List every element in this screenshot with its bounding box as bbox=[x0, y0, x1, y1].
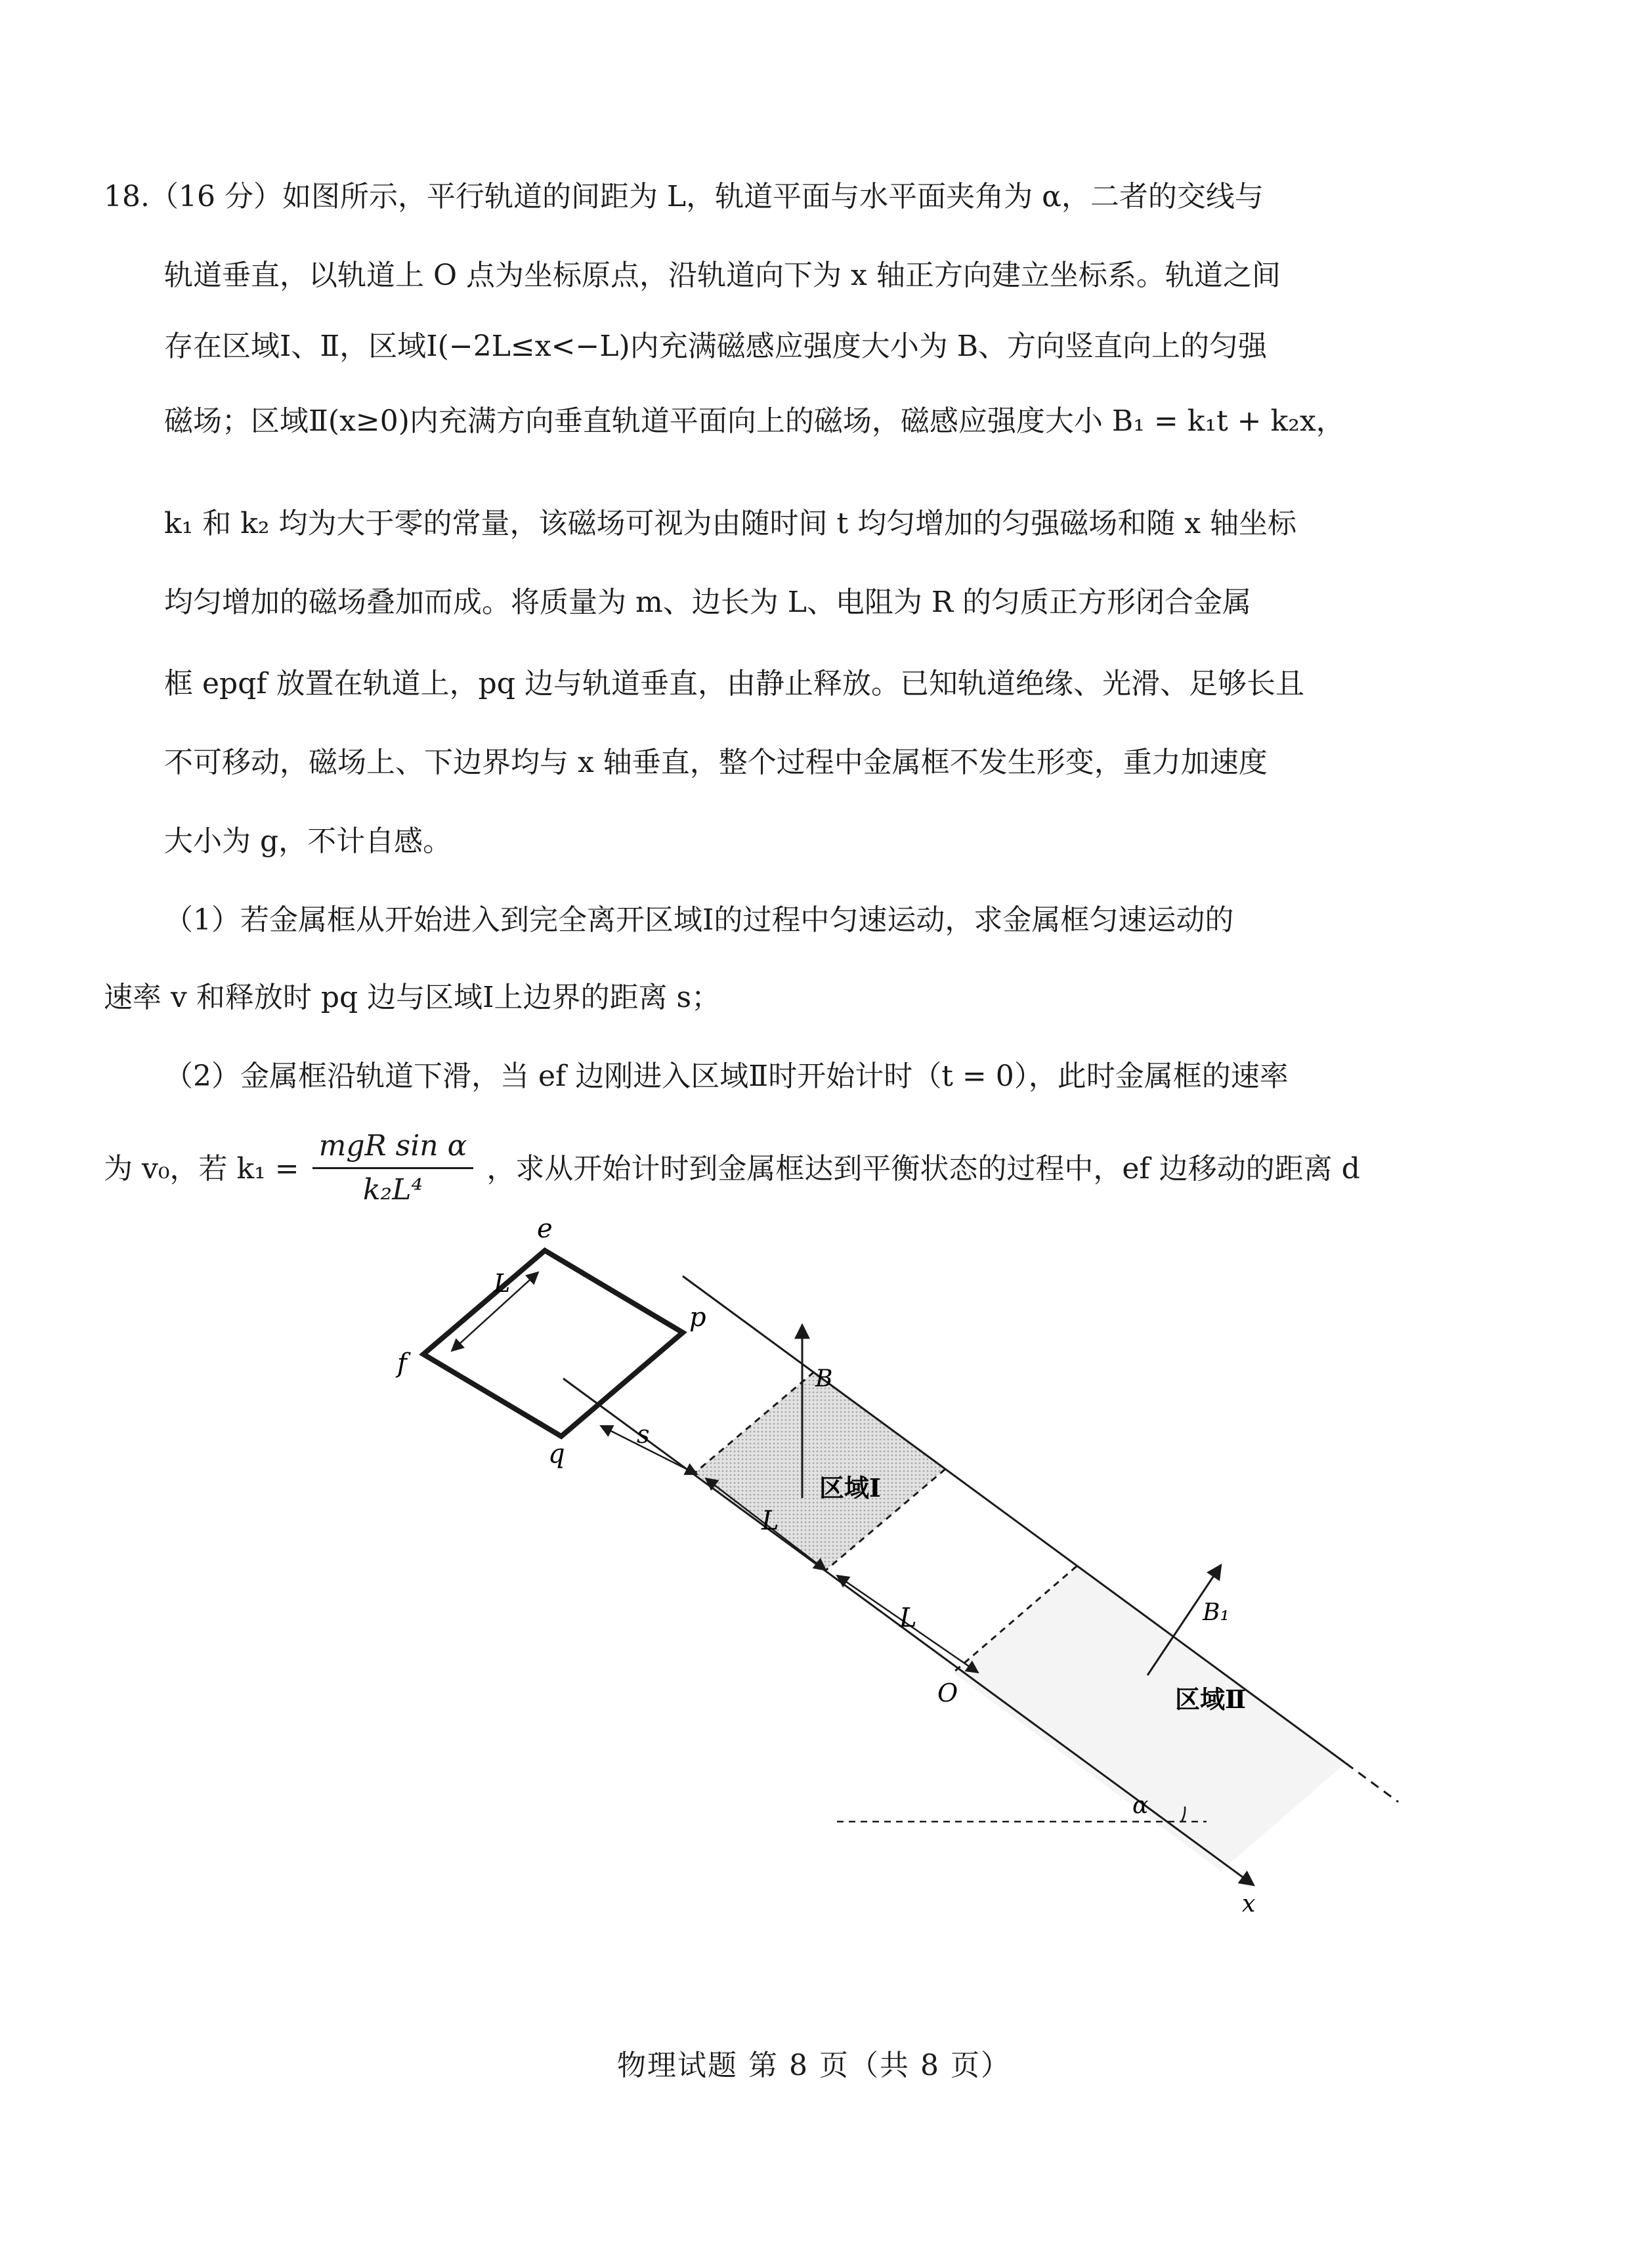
label-B1: B₁ bbox=[1203, 1599, 1230, 1626]
label-s: s bbox=[637, 1420, 650, 1449]
part2-line-2-end: ，求从开始计时到金属框达到平衡状态的过程中，ef 边移动的距离 d bbox=[486, 1152, 1360, 1186]
label-f: f bbox=[397, 1348, 407, 1379]
label-q: q bbox=[548, 1439, 565, 1469]
label-B: B bbox=[815, 1365, 833, 1392]
part2-line-2-start: 为 v₀，若 k₁ = bbox=[104, 1152, 299, 1186]
part2-line-1: （2）金属框沿轨道下滑，当 ef 边刚进入区域Ⅱ时开始计时（t = 0），此时金属框的速率 bbox=[164, 1059, 1289, 1093]
question-line-8: 不可移动，磁场上、下边界均与 x 轴垂直，整个过程中金属框不发生形变，重力加速度 bbox=[164, 746, 1268, 779]
upper-rail-dashed bbox=[1346, 1763, 1398, 1802]
metal-frame bbox=[423, 1251, 683, 1436]
question-line-2: 轨道垂直，以轨道上 O 点为坐标原点，沿轨道向下为 x 轴正方向建立坐标系。轨道之间 bbox=[164, 259, 1281, 292]
page-footer: 物理试题 第 8 页（共 8 页） bbox=[617, 2049, 1011, 2082]
question-line-4: 磁场；区域Ⅱ(x≥0)内充满方向垂直轨道平面向上的磁场，磁感应强度大小 B₁ = k₁t + k₂x， bbox=[164, 404, 1345, 438]
label-L1: L bbox=[761, 1506, 779, 1536]
rail-diagram bbox=[0, 1195, 1628, 1917]
label-L-square: L bbox=[494, 1269, 511, 1298]
region-2-shading bbox=[953, 1566, 1346, 1871]
question-line-3: 存在区域Ⅰ、Ⅱ，区域Ⅰ(−2L≤x<−L)内充满磁感应强度大小为 B、方向竖直向上的匀强 bbox=[164, 330, 1268, 363]
part1-line-2: 速率 v 和释放时 pq 边与区域Ⅰ上边界的距离 s； bbox=[104, 981, 721, 1014]
question-line-7: 框 epqf 放置在轨道上，pq 边与轨道垂直，由静止释放。已知轨道绝缘、光滑、足够长且 bbox=[164, 667, 1304, 700]
question-line-1: 18.（16 分）如图所示，平行轨道的间距为 L，轨道平面与水平面夹角为 α，二者的交线与 bbox=[104, 180, 1264, 213]
question-line-6: 均匀增加的磁场叠加而成。将质量为 m、边长为 L、电阻为 R 的匀质正方形闭合金属 bbox=[164, 586, 1252, 619]
label-alpha: α bbox=[1132, 1792, 1149, 1819]
question-line-5: k₁ 和 k₂ 均为大于零的常量，该磁场可视为由随时间 t 均匀增加的匀强磁场和随 x 轴坐标 bbox=[164, 507, 1296, 540]
label-p: p bbox=[689, 1302, 706, 1333]
part1-line-1: （1）若金属框从开始进入到完全离开区域Ⅰ的过程中匀速运动，求金属框匀速运动的 bbox=[164, 903, 1234, 937]
question-line-9: 大小为 g，不计自感。 bbox=[164, 824, 452, 858]
label-region-2: 区域Ⅱ bbox=[1175, 1684, 1247, 1714]
label-x: x bbox=[1242, 1891, 1256, 1917]
label-e: e bbox=[537, 1214, 553, 1244]
region-1-shading bbox=[695, 1372, 945, 1570]
label-O: O bbox=[937, 1679, 958, 1707]
label-L2: L bbox=[899, 1603, 917, 1633]
fraction-numerator: mgR sin α bbox=[312, 1126, 474, 1169]
fraction-denominator: k₂L⁴ bbox=[362, 1173, 423, 1207]
label-region-1: 区域Ⅰ bbox=[819, 1473, 881, 1503]
